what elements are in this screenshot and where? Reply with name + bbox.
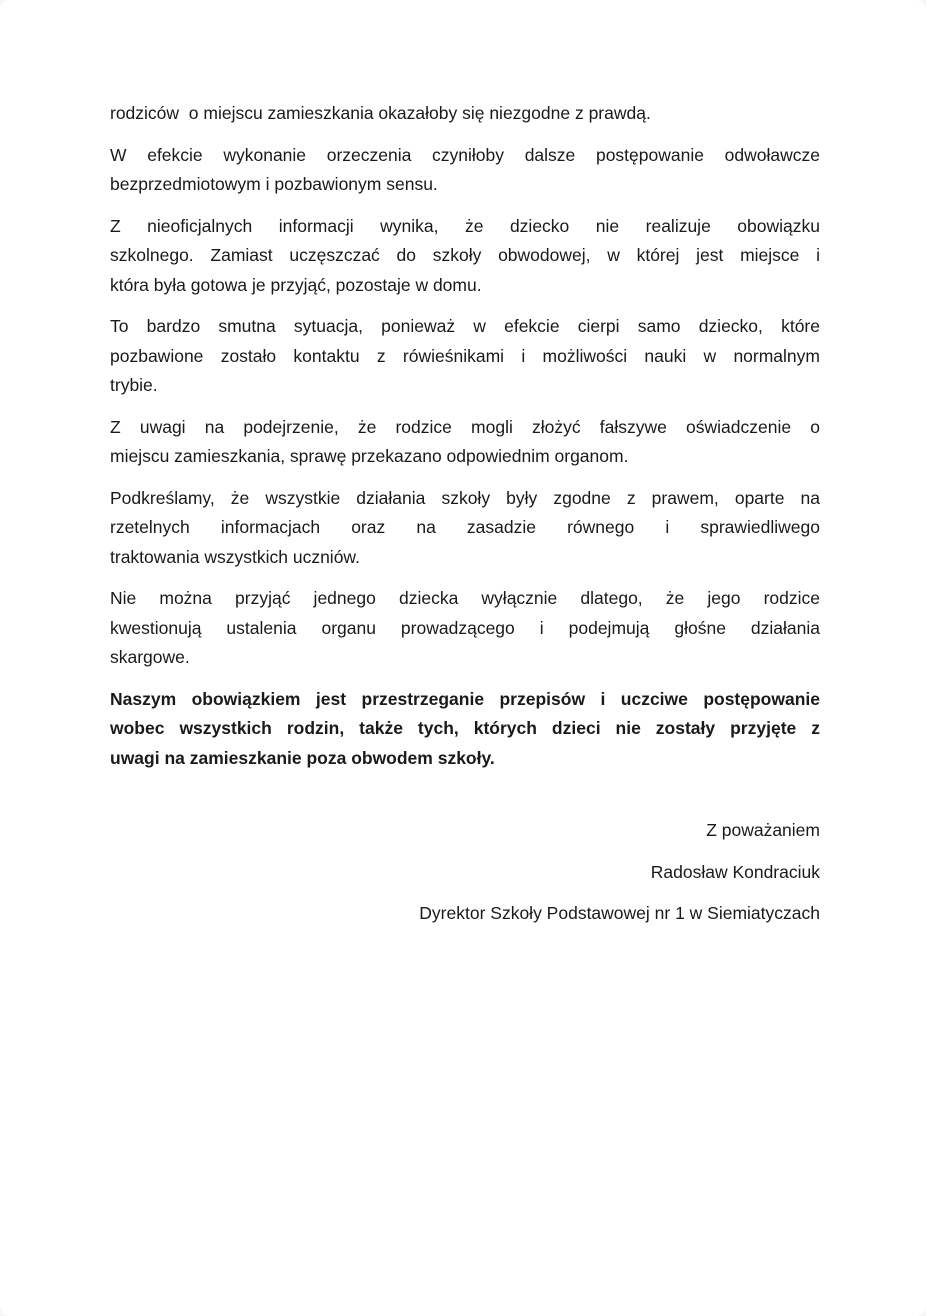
signer-title: Dyrektor Szkoły Podstawowej nr 1 w Siemiatyczach <box>419 903 820 923</box>
text-line: miejscu zamieszkania, sprawę przekazano odpowiednim organom. <box>110 446 629 466</box>
text-line: W efekcie wykonanie orzeczenia czyniłoby dalsze postępowanie odwoławcze <box>110 144 820 165</box>
text-line: Podkreślamy, że wszystkie działania szkoły były zgodne z prawem, oparte na <box>110 487 820 508</box>
text-line: To bardzo smutna sytuacja, ponieważ w efekcie cierpi samo dziecko, które <box>110 316 820 336</box>
text-line: skargowe. <box>110 647 190 667</box>
text-line: rzetelnych informacjach oraz na zasadzie równego i sprawiedliwego <box>110 517 820 537</box>
signer-name: Radosław Kondraciuk <box>650 861 820 882</box>
paragraph <box>110 99 820 129</box>
letter-body <box>110 99 820 929</box>
closing-block <box>110 816 820 929</box>
text-line: Naszym obowiązkiem jest przestrzeganie przepisów i uczciwe postępowanie <box>110 688 820 709</box>
paragraph <box>110 685 820 774</box>
text-line: bezprzedmiotowym i pozbawionym sensu. <box>110 174 438 194</box>
text-line: wobec wszystkich rodzin, także tych, których dzieci nie zostały przyjęte z <box>110 718 820 738</box>
text-line: szkolnego. Zamiast uczęszczać do szkoły obwodowej, w której jest miejsce i <box>110 245 820 265</box>
text-line: Z uwagi na podejrzenie, że rodzice mogli złożyć fałszywe oświadczenie o <box>110 416 820 437</box>
text-line: uwagi na zamieszkanie poza obwodem szkoły. <box>110 747 495 768</box>
paragraph <box>110 484 820 573</box>
text-line: traktowania wszystkich uczniów. <box>110 546 360 567</box>
text-line: rodziców o miejscu zamieszkania okazałoby się niezgodne z prawdą. <box>110 103 651 123</box>
paragraph <box>110 413 820 472</box>
text-line: Z nieoficjalnych informacji wynika, że dziecko nie realizuje obowiązku <box>110 215 820 236</box>
paragraph <box>110 212 820 301</box>
text-line: która była gotowa je przyjąć, pozostaje w domu. <box>110 274 482 295</box>
paragraph <box>110 312 820 401</box>
text-line: trybie. <box>110 375 158 395</box>
text-line: Nie można przyjąć jednego dziecka wyłącznie dlatego, że jego rodzice <box>110 588 820 608</box>
text-line: pozbawione zostało kontaktu z rówieśnikami i możliwości nauki w normalnym <box>110 345 820 366</box>
text-line: kwestionują ustalenia organu prowadzącego i podejmują głośne działania <box>110 617 820 638</box>
valediction: Z poważaniem <box>706 820 820 840</box>
paragraphs-container <box>110 99 820 773</box>
paragraph <box>110 141 820 200</box>
paragraph <box>110 584 820 673</box>
